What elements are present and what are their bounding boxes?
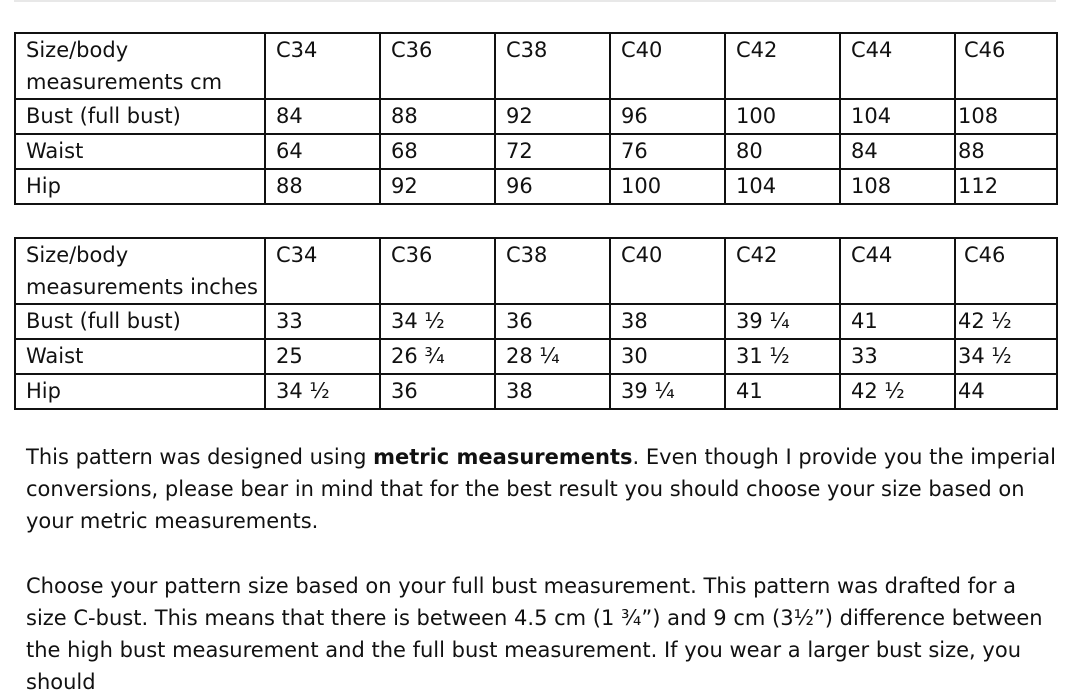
table-cell: 92 [380, 169, 495, 204]
table-cell: 96 [495, 169, 610, 204]
table-cell: 31 ½ [725, 339, 840, 374]
size-table-cm [14, 32, 1058, 205]
table-row-bust [15, 99, 1057, 134]
header-label-cell: Size/body measurements inches [15, 238, 265, 304]
table-cell: 34 ½ [955, 339, 1057, 374]
table-cell: 38 [610, 304, 725, 339]
table-row-bust [15, 304, 1057, 339]
table-cell: 30 [610, 339, 725, 374]
row-label: Hip [15, 374, 265, 409]
table-cell: 76 [610, 134, 725, 169]
table-header-row [15, 238, 1057, 304]
table-cell: 68 [380, 134, 495, 169]
table-cell: 39 ¼ [725, 304, 840, 339]
header-size-c38: C38 [495, 238, 610, 304]
table-cell: 92 [495, 99, 610, 134]
table-cell: 28 ¼ [495, 339, 610, 374]
row-label: Bust (full bust) [15, 304, 265, 339]
header-size-c36: C36 [380, 33, 495, 99]
table-cell: 36 [380, 374, 495, 409]
row-label: Bust (full bust) [15, 99, 265, 134]
header-size-c36: C36 [380, 238, 495, 304]
table-header-row [15, 33, 1057, 99]
row-label: Waist [15, 339, 265, 374]
row-label: Waist [15, 134, 265, 169]
metric-note-paragraph [26, 441, 1056, 537]
metric-emphasis: metric measurements [373, 445, 633, 469]
header-size-c46: C46 [955, 33, 1057, 99]
table-cell: 72 [495, 134, 610, 169]
table-cell: 100 [725, 99, 840, 134]
table-cell: 104 [725, 169, 840, 204]
table-cell: 80 [725, 134, 840, 169]
header-size-c42: C42 [725, 238, 840, 304]
p1-text-start: This pattern was designed using [26, 445, 374, 469]
table-cell: 34 ½ [380, 304, 495, 339]
table-cell: 88 [265, 169, 380, 204]
table-cell: 84 [265, 99, 380, 134]
table-cell: 36 [495, 304, 610, 339]
size-advice-paragraph: Choose your pattern size based on your full bust measurement. This pattern was drafted for a size C-bust. This means that there is between 4.5 cm (1 ¾”) and 9 cm (3½”) difference between the high bust measurement and the full bust measurement. If you wear a larger bust size, you should [26, 574, 1043, 694]
row-label: Hip [15, 169, 265, 204]
table-cell: 100 [610, 169, 725, 204]
header-size-c34: C34 [265, 238, 380, 304]
size-table-inches [14, 237, 1058, 410]
header-label-cell: Size/body measurements cm [15, 33, 265, 99]
header-size-c40: C40 [610, 238, 725, 304]
table-cell: 88 [380, 99, 495, 134]
table-cell: 38 [495, 374, 610, 409]
table-cell: 39 ¼ [610, 374, 725, 409]
table-row-hip [15, 169, 1057, 204]
table-cell: 84 [840, 134, 955, 169]
table-cell: 41 [725, 374, 840, 409]
table-cell: 88 [955, 134, 1057, 169]
header-size-c42: C42 [725, 33, 840, 99]
table-cell: 108 [955, 99, 1057, 134]
table-cell: 25 [265, 339, 380, 374]
table-cell: 33 [840, 339, 955, 374]
table-cell: 44 [955, 374, 1057, 409]
header-size-c38: C38 [495, 33, 610, 99]
header-size-c40: C40 [610, 33, 725, 99]
table-row-waist [15, 339, 1057, 374]
table-cell: 64 [265, 134, 380, 169]
table-cell: 96 [610, 99, 725, 134]
header-size-c34: C34 [265, 33, 380, 99]
top-divider [14, 0, 1056, 2]
header-size-c46: C46 [955, 238, 1057, 304]
table-cell: 104 [840, 99, 955, 134]
header-size-c44: C44 [840, 33, 955, 99]
table-cell: 112 [955, 169, 1057, 204]
p1-text-end: . Even though I provide you the imperial conversions, please bear in mind that for the best result you should choose your size based on your metric measurements. [26, 445, 1057, 533]
table-cell: 33 [265, 304, 380, 339]
table-row-waist [15, 134, 1057, 169]
table-cell: 41 [840, 304, 955, 339]
header-size-c44: C44 [840, 238, 955, 304]
table-row-hip [15, 374, 1057, 409]
table-cell: 108 [840, 169, 955, 204]
table-cell: 26 ¾ [380, 339, 495, 374]
table-cell: 42 ½ [955, 304, 1057, 339]
table-cell: 42 ½ [840, 374, 955, 409]
table-cell: 34 ½ [265, 374, 380, 409]
